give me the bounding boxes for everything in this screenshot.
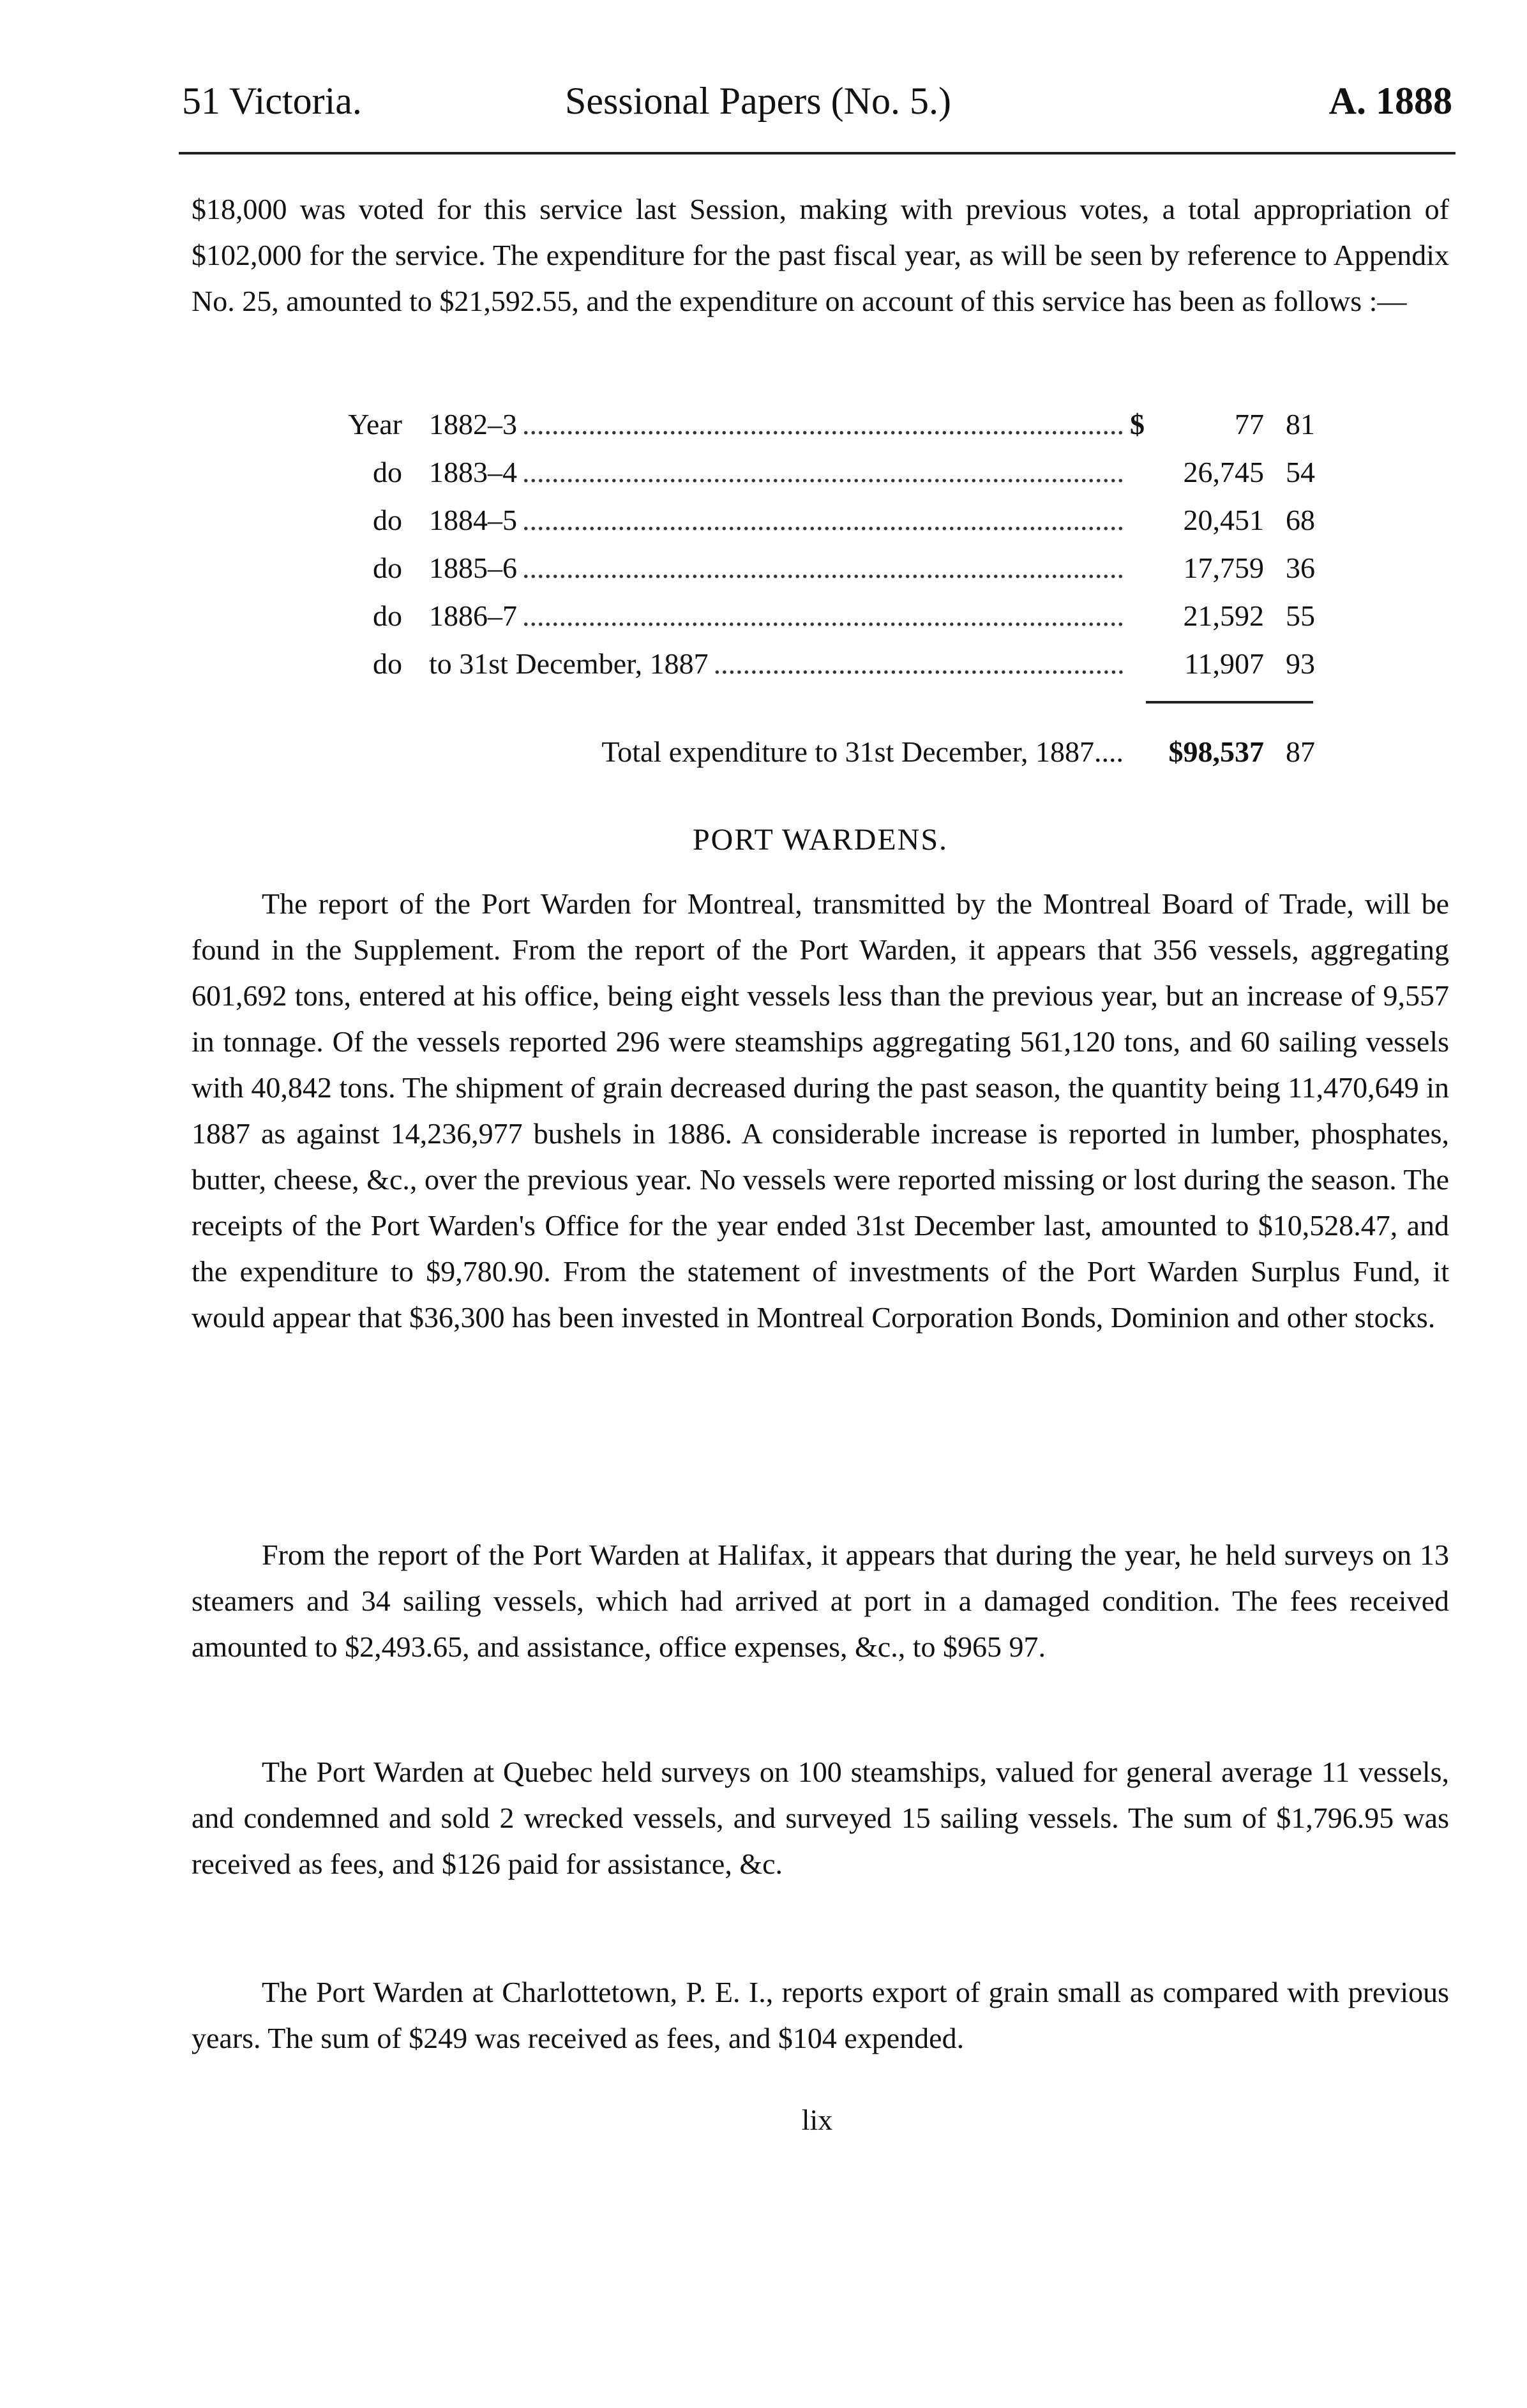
intro-paragraph: $18,000 was voted for this service last Session, making with previous votes, a total appropriation of $102,000 for the service. The expenditure for the past fiscal year, as will be seen by reference to Appendix No. 25, amounted to $21,592.55, and the expenditure on account of this service has been as follows :—	[192, 193, 1449, 317]
currency-symbol: $	[1130, 408, 1145, 440]
ledger-row-cents: 54	[1286, 456, 1315, 488]
ledger-row-dollars: 26,745	[1183, 456, 1264, 488]
ledger-row-cents: 68	[1286, 504, 1315, 536]
ledger-row-dollars: 20,451	[1183, 504, 1264, 536]
ledger-row-label: do	[373, 456, 402, 488]
ledger-total-label: Total expenditure to 31st December, 1887....	[601, 735, 1124, 768]
ledger-row-label: do	[373, 647, 402, 680]
ledger-row-cents: 81	[1286, 408, 1315, 440]
ledger-row-dollars: 17,759	[1183, 552, 1264, 584]
ledger-row-label: do	[373, 552, 402, 584]
ledger-row	[306, 592, 1315, 640]
ledger-row	[306, 448, 1315, 496]
ledger-row-period: to 31st December, 1887	[429, 647, 709, 680]
ledger-total-row	[447, 728, 1315, 776]
ledger-row-label: do	[373, 504, 402, 536]
header-rule	[179, 152, 1456, 154]
ledger-total-cents: 87	[1286, 735, 1315, 768]
ledger-row-period: 1885–6	[429, 552, 517, 584]
ledger-row	[306, 400, 1315, 448]
quebec-paragraph: The Port Warden at Quebec held surveys on 100 steamships, valued for general average 11 vessels, and condemned and sold 2 wrecked vessels, and surveyed 15 sailing vessels. The sum of $1,796.95 was received as fees, and $126 paid for assistance, &c.	[192, 1756, 1449, 1880]
ledger-total-dollars: $98,537	[1168, 735, 1264, 768]
dot-leader	[522, 592, 1125, 640]
ledger-row-label: do	[373, 599, 402, 632]
dot-leader	[714, 640, 1125, 688]
ledger-row-label: Year	[348, 408, 402, 440]
charlottetown-paragraph: The Port Warden at Charlottetown, P. E. I., reports export of grain small as compared with previous years. The sum of $249 was received as fees, and $104 expended.	[192, 1976, 1449, 2054]
header-regnal-year: 51 Victoria.	[182, 80, 362, 122]
expenditure-ledger	[306, 400, 1315, 688]
ledger-row-dollars: 11,907	[1184, 647, 1264, 680]
ledger-row	[306, 544, 1315, 592]
ledger-row-cents: 36	[1286, 552, 1315, 584]
dot-leader	[522, 448, 1125, 496]
ledger-row-period: 1882–3	[429, 408, 517, 440]
ledger-row	[306, 640, 1315, 688]
sum-rule	[1146, 701, 1313, 704]
ledger-row	[306, 496, 1315, 544]
dot-leader	[522, 496, 1125, 544]
header-series-title: Sessional Papers (No. 5.)	[565, 80, 951, 122]
section-heading: PORT WARDENS.	[692, 823, 949, 857]
dot-leader	[522, 400, 1125, 448]
dot-leader	[522, 544, 1125, 592]
ledger-row-cents: 55	[1286, 599, 1315, 632]
ledger-row-dollars: 77	[1235, 408, 1264, 440]
ledger-row-period: 1884–5	[429, 504, 517, 536]
page-number: lix	[801, 2103, 833, 2136]
running-header	[182, 75, 1452, 126]
header-year: A. 1888	[1328, 80, 1452, 122]
ledger-row-dollars: 21,592	[1183, 599, 1264, 632]
halifax-paragraph: From the report of the Port Warden at Halifax, it appears that during the year, he held surveys on 13 steamers and 34 sailing vessels, which had arrived at port in a damaged condition. The fees received amounted to $2,493.65, and assistance, office expenses, &c., to $965 97.	[192, 1539, 1449, 1663]
montreal-paragraph: The report of the Port Warden for Montreal, transmitted by the Montreal Board of Trade, will be found in the Supplement. From the report of the Port Warden, it appears that 356 vessels, aggregating 601,692 tons, entered at his office, being eight vessels less than the previous year, but an increase of 9,557 in tonnage. Of the vessels reported 296 were steamships aggregating 561,120 tons, and 60 sailing vessels with 40,842 tons. The shipment of grain decreased during the past season, the quantity being 11,470,649 in 1887 as against 14,236,977 bushels in 1886. A considerable increase is reported in lumber, phosphates, butter, cheese, &c., over the previous year. No vessels were reported missing or lost during the season. The receipts of the Port Warden's Office for the year ended 31st December last, amounted to $10,528.47, and the expenditure to $9,780.90. From the statement of investments of the Port Warden Surplus Fund, it would appear that $36,300 has been invested in Montreal Corporation Bonds, Dominion and other stocks.	[192, 887, 1449, 1334]
ledger-row-period: 1883–4	[429, 456, 517, 488]
ledger-row-period: 1886–7	[429, 599, 517, 632]
ledger-row-cents: 93	[1286, 647, 1315, 680]
